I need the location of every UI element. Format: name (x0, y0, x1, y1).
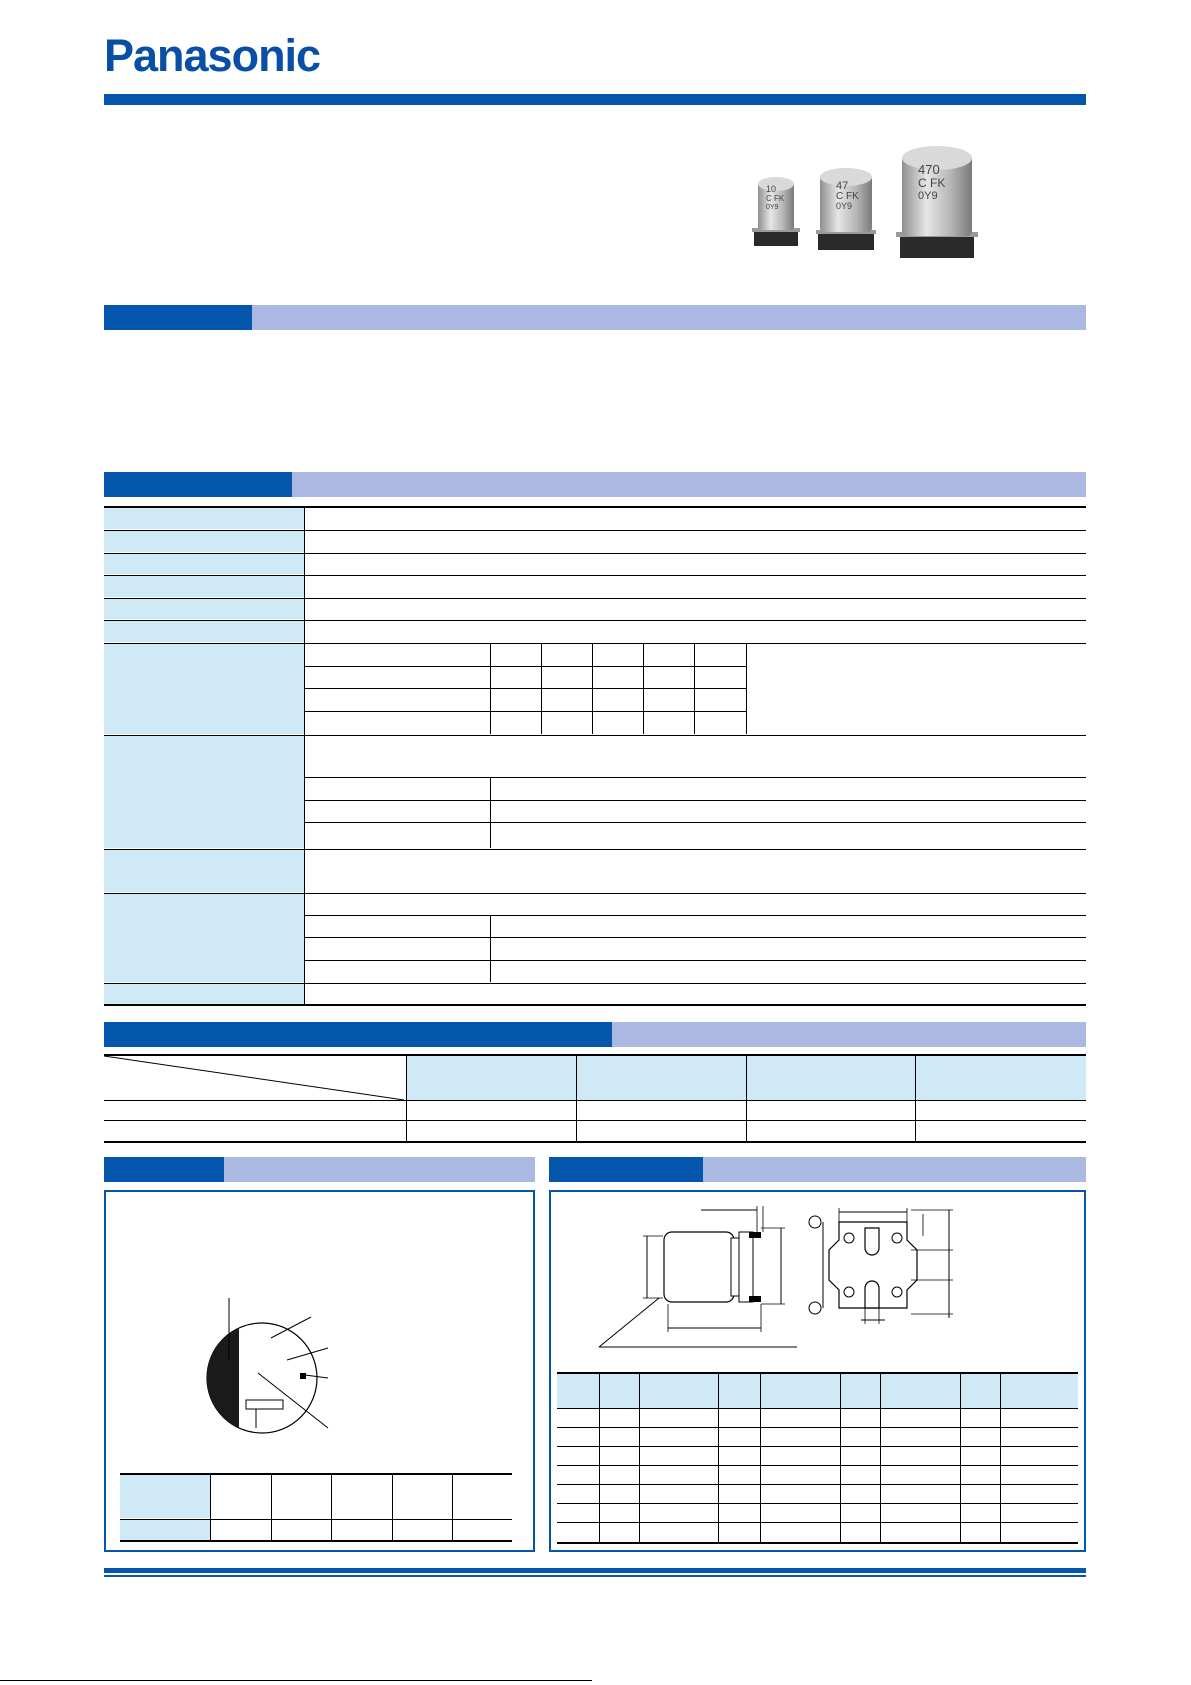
table-rule (490, 644, 491, 734)
dimensions-table (557, 1372, 1078, 1545)
table-rule (104, 1100, 1086, 1101)
dimensions-section-header (549, 1157, 1086, 1182)
table-rule (104, 1120, 1086, 1121)
table-rule (104, 575, 1086, 576)
spec-label-cell (104, 621, 304, 642)
frequency-table (104, 1054, 1086, 1144)
table-rule (104, 643, 1086, 644)
table-rule (104, 620, 1086, 621)
table-rule (406, 1054, 407, 1142)
table-rule (104, 506, 1086, 508)
table-rule (104, 553, 1086, 554)
specifications-section-header (104, 472, 1086, 497)
cap-small-marking-2: C FK (766, 194, 785, 203)
cap-large-marking-3: 0Y9 (918, 190, 938, 202)
table-rule (840, 1372, 841, 1543)
header-rule (104, 94, 1086, 105)
table-rule (392, 1473, 393, 1541)
spec-label-cell (104, 736, 304, 848)
table-rule (104, 1004, 1086, 1006)
table-rule (104, 983, 1086, 984)
specifications-section-header-tab (104, 472, 292, 497)
marking-table (120, 1473, 512, 1543)
table-rule (490, 916, 491, 982)
frequency-section-header (104, 1022, 1086, 1047)
table-rule (490, 778, 491, 848)
table-rule (304, 711, 747, 712)
table-rule (120, 1540, 512, 1542)
table-rule (915, 1054, 916, 1142)
table-rule (639, 1372, 640, 1543)
table-rule (331, 1473, 332, 1541)
table-rule (104, 735, 1086, 736)
table-rule (304, 822, 1086, 823)
table-rule (104, 1141, 1086, 1143)
table-rule (304, 937, 1086, 938)
bottom-view (809, 1208, 953, 1324)
spec-label-cell (104, 984, 304, 1004)
spec-label-cell (104, 599, 304, 619)
cap-large-marking-2: C FK (918, 176, 946, 190)
capacitor-large (896, 146, 978, 258)
table-rule (643, 644, 644, 734)
table-rule (599, 1372, 600, 1543)
dimensions-section-header-tab (549, 1157, 703, 1182)
footer-rule-thin (104, 1575, 1086, 1577)
specifications-table (104, 506, 1086, 1000)
cap-medium-marking-1: 47 (836, 180, 849, 192)
marking-panel (104, 1190, 535, 1552)
marking-label-cell (120, 1520, 210, 1540)
spec-label-cell (104, 850, 304, 892)
table-rule (718, 1372, 719, 1543)
polarity-band (207, 1328, 239, 1428)
table-rule (104, 893, 1086, 894)
cap-medium-marking-2: C FK (836, 191, 859, 202)
dimensions-panel (549, 1190, 1086, 1552)
table-rule (746, 1054, 747, 1142)
product-photo (740, 140, 1000, 270)
table-rule (120, 1519, 512, 1520)
capacitor-small (752, 177, 800, 246)
frequency-section-header-tab (104, 1022, 612, 1047)
marking-label-cell (120, 1475, 210, 1518)
table-rule (271, 1473, 272, 1541)
footer-rule (104, 1568, 1086, 1573)
spec-label-cell (104, 576, 304, 597)
table-rule (880, 1372, 881, 1543)
capacitor-medium (816, 168, 876, 250)
table-rule (304, 960, 1086, 961)
table-rule (104, 849, 1086, 850)
spec-label-cell (104, 894, 304, 982)
table-rule (452, 1473, 453, 1541)
page-edge-line (0, 1680, 592, 1681)
cap-small-marking-1: 10 (766, 184, 777, 194)
cap-medium-marking-3: 0Y9 (836, 201, 853, 211)
table-rule (304, 777, 1086, 778)
spec-label-cell (104, 644, 304, 734)
table-rule (304, 800, 1086, 801)
table-rule (120, 1473, 512, 1475)
table-rule (210, 1473, 211, 1541)
spec-label-cell (104, 554, 304, 574)
marking-section-header-tab (104, 1157, 224, 1182)
panasonic-logo: Panasonic (104, 30, 321, 81)
features-section-header (104, 305, 1086, 330)
table-rule (304, 688, 747, 689)
cap-large-marking-1: 470 (918, 162, 940, 177)
table-rule (576, 1054, 577, 1142)
side-view (599, 1206, 797, 1347)
spec-label-cell (104, 531, 304, 552)
table-rule (304, 506, 305, 1004)
table-rule (694, 644, 695, 734)
table-rule (304, 666, 747, 667)
features-section-header-tab (104, 305, 252, 330)
table-rule (1000, 1372, 1001, 1543)
table-rule (304, 915, 1086, 916)
table-rule (760, 1372, 761, 1543)
table-rule (104, 530, 1086, 531)
table-rule (541, 644, 542, 734)
table-rule (746, 644, 747, 734)
table-rule (592, 644, 593, 734)
spec-label-cell (104, 508, 304, 529)
diagonal-header-cell (104, 1056, 406, 1102)
table-rule (960, 1372, 961, 1543)
cap-small-marking-3: 0Y9 (766, 204, 779, 211)
marking-section-header (104, 1157, 535, 1182)
table-rule (104, 598, 1086, 599)
